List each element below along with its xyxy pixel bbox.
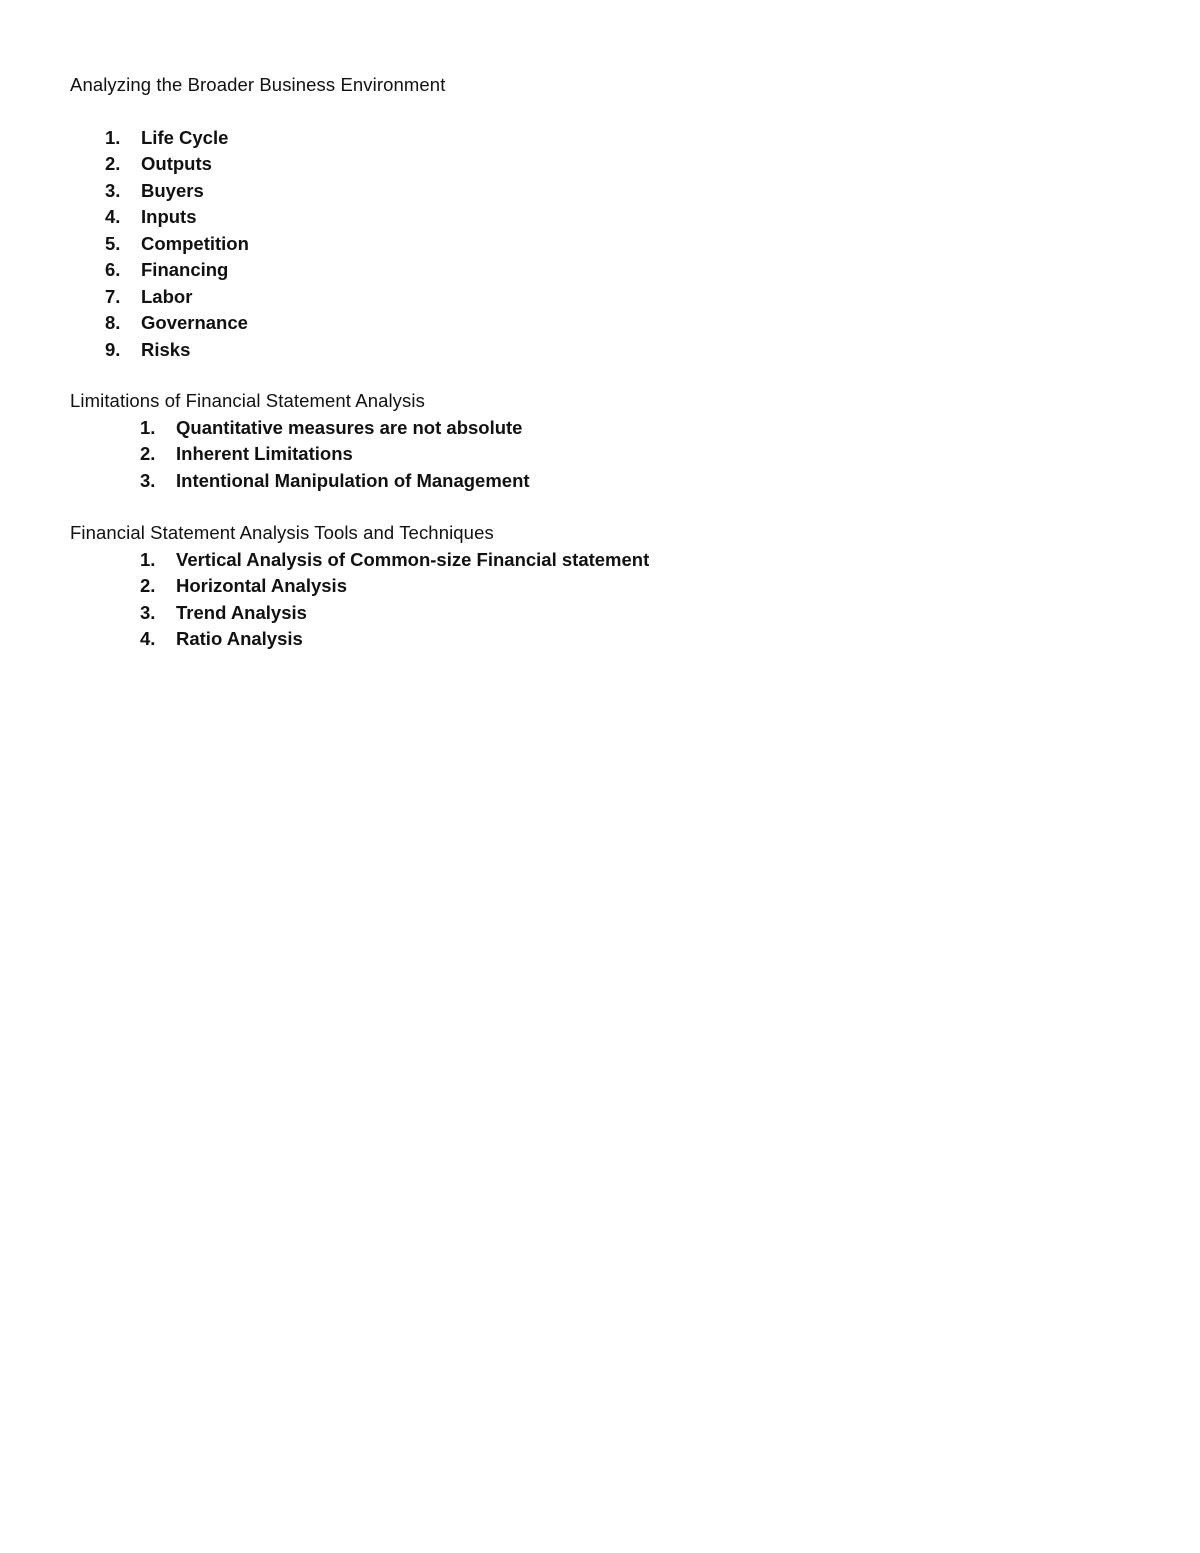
list-number: 2. — [105, 153, 121, 174]
list-item — [70, 284, 1130, 311]
list-item-label: Governance — [141, 312, 248, 333]
list-item — [70, 468, 1130, 495]
business-environment-list — [70, 125, 1130, 364]
list-item-label: Quantitative measures are not absolute — [176, 416, 523, 438]
section-tools-techniques — [70, 520, 1130, 653]
tools-techniques-list — [70, 547, 1130, 653]
list-item — [70, 626, 1130, 653]
list-item-label: Trend Analysis — [176, 601, 307, 623]
list-number: 6. — [105, 259, 121, 280]
list-number: 3. — [105, 179, 121, 201]
list-item-label: Financing — [141, 259, 229, 280]
list-item-label: Inherent Limitations — [176, 443, 353, 464]
list-number: 5. — [105, 232, 121, 254]
list-item — [70, 204, 1130, 231]
list-item-label: Life Cycle — [141, 126, 229, 148]
list-number: 8. — [105, 312, 121, 333]
list-item-label: Ratio Analysis — [176, 628, 303, 649]
list-item — [70, 573, 1130, 600]
section-heading: Limitations of Financial Statement Analysis — [70, 390, 425, 411]
list-number: 2. — [140, 575, 156, 596]
list-item — [70, 151, 1130, 178]
list-number: 7. — [105, 285, 121, 307]
list-item — [70, 257, 1130, 284]
list-item — [70, 415, 1130, 442]
limitations-list — [70, 415, 1130, 495]
list-number: 4. — [140, 628, 156, 649]
list-item — [70, 337, 1130, 364]
list-number: 4. — [105, 206, 121, 227]
list-number: 2. — [140, 443, 156, 464]
list-item-label: Risks — [141, 338, 191, 360]
list-number: 1. — [140, 416, 156, 438]
list-number: 1. — [105, 126, 121, 148]
list-item-label: Labor — [141, 285, 193, 307]
list-item-label: Inputs — [141, 206, 197, 227]
section-limitations — [70, 388, 1130, 494]
list-item-label: Vertical Analysis of Common-size Financial statement — [176, 548, 650, 570]
list-item — [70, 231, 1130, 258]
list-item-label: Horizontal Analysis — [176, 575, 347, 596]
section-heading: Analyzing the Broader Business Environment — [70, 74, 446, 95]
list-item — [70, 178, 1130, 205]
list-item — [70, 600, 1130, 627]
list-number: 3. — [140, 601, 156, 623]
list-item-label: Intentional Manipulation of Management — [176, 469, 530, 491]
section-heading: Financial Statement Analysis Tools and Techniques — [70, 522, 494, 543]
list-item — [70, 547, 1130, 574]
list-item — [70, 441, 1130, 468]
list-item-label: Outputs — [141, 153, 212, 174]
list-item — [70, 310, 1130, 337]
list-number: 3. — [140, 469, 156, 491]
list-number: 1. — [140, 548, 156, 570]
section-business-environment — [70, 72, 1130, 363]
list-item-label: Competition — [141, 232, 249, 254]
list-item-label: Buyers — [141, 179, 204, 201]
list-item — [70, 125, 1130, 152]
list-number: 9. — [105, 338, 121, 360]
